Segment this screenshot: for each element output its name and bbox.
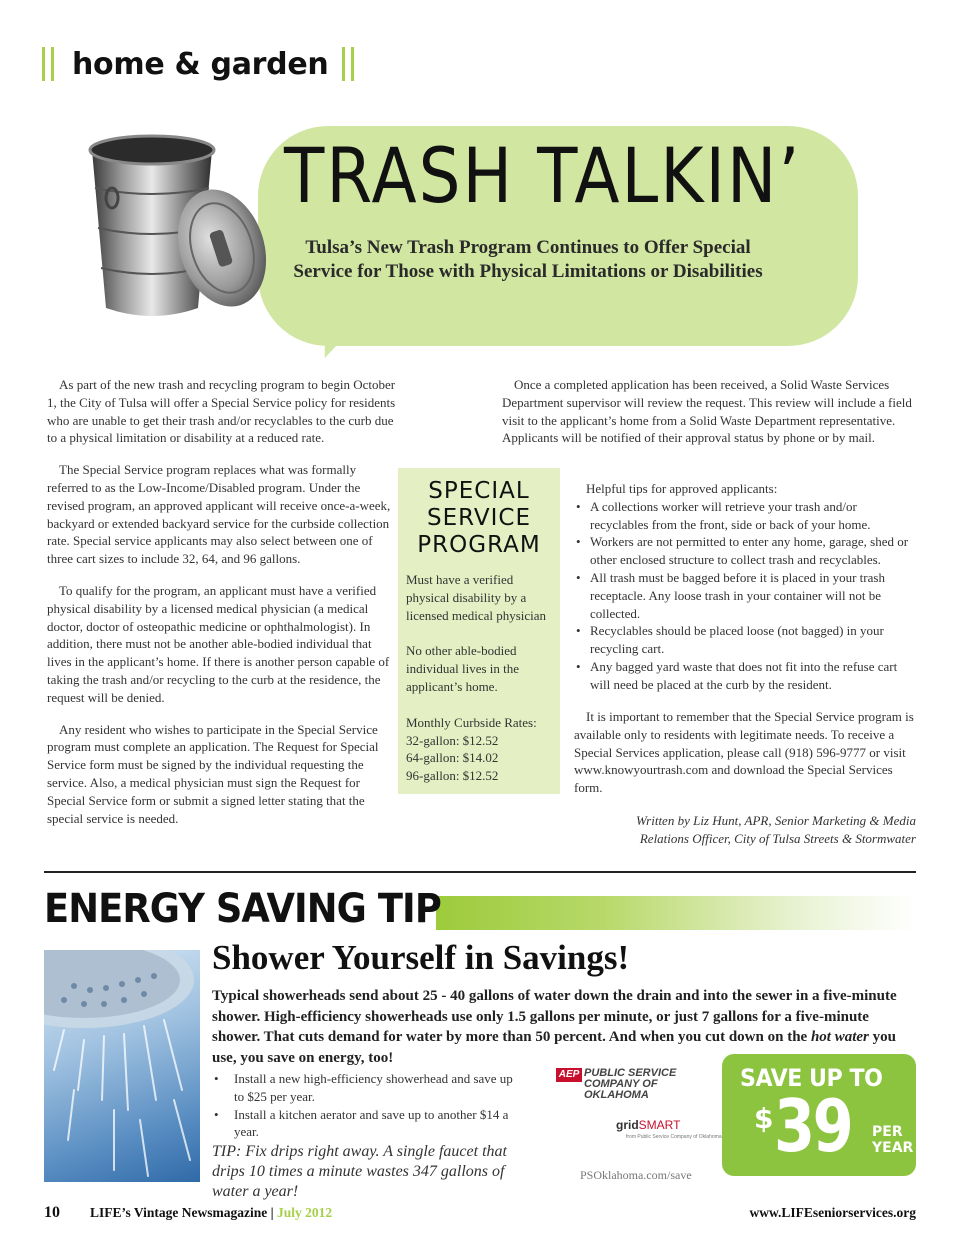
body-emphasis: hot water xyxy=(810,1029,869,1045)
body-text: Typical showerheads send about 25 - 40 gallons of water down the drain and into the sewer in a five-minute shower. High-efficiency showerheads use only 1.5 gallons per minute, or just 7 gallons for a five-minute shower. That cuts demand for water by more than 50 percent. And when you cut down on the xyxy=(212,988,897,1045)
tips-block xyxy=(574,480,914,694)
list-item: • Recyclables should be placed loose (not bagged) in your recycling cart. xyxy=(574,622,914,658)
logo-name-line: PUBLIC SERVICE xyxy=(584,1067,677,1079)
article-right-column xyxy=(502,376,914,447)
aep-logo-mark: AEP xyxy=(556,1068,582,1082)
accent-bar xyxy=(51,47,54,81)
save-per-year xyxy=(872,1124,913,1156)
gridsmart-logo-part: SMART xyxy=(638,1118,681,1132)
rate-item: 96-gallon: $12.52 xyxy=(406,768,499,784)
feature-title: TRASH TALKIN’ xyxy=(284,132,802,221)
subtitle-line: Service for Those with Physical Limitations or Disabilities xyxy=(293,261,763,282)
accent-bar xyxy=(351,47,354,81)
magazine-credit xyxy=(90,1205,332,1221)
energy-bullet-list xyxy=(214,1070,514,1141)
save-dollar-sign: $ xyxy=(754,1102,774,1135)
closing-paragraph-block xyxy=(574,708,914,797)
gridsmart-logo-part: grid xyxy=(616,1118,639,1132)
sidebar-rates xyxy=(406,714,552,785)
pso-logo xyxy=(556,1068,682,1108)
page-number: 10 xyxy=(44,1204,60,1221)
rate-item: 64-gallon: $14.02 xyxy=(406,750,499,766)
pso-url: PSOklahoma.com/save xyxy=(580,1168,692,1182)
rate-item: 32-gallon: $12.52 xyxy=(406,732,499,748)
rates-heading: Monthly Curbside Rates: xyxy=(406,714,537,730)
tips-heading: Helpful tips for approved applicants: xyxy=(586,481,778,496)
logo-name-line: OKLAHOMA xyxy=(584,1089,649,1101)
article-paragraph: To qualify for the program, an applicant must have a verified physical disability by a licensed medical physician (a medical doctor, doctor of osteopathic medicine or ophthalmologist). In addition, there must not be another able-bodied individual that lives in the applicant’s home. If there is another person capable of taking the trash and/or recycling to the curb at the residence, the request will be denied. xyxy=(47,582,390,705)
trash-can-illustration xyxy=(82,128,278,328)
shower-headline: Shower Yourself in Savings! xyxy=(212,938,630,977)
section-divider xyxy=(44,871,916,873)
body-text: you use, you save on energy, too! xyxy=(212,1029,896,1066)
subtitle-line: Tulsa’s New Trash Program Continues to Offer Special xyxy=(305,237,751,258)
green-gradient-band xyxy=(436,896,916,930)
article-paragraph: It is important to remember that the Special Service program is available only to residents with legitimate needs. To receive a Special Services application, please call (918) 596-9777 or visit www.knowyourtrash.com and download the Special Services form. xyxy=(574,709,914,796)
article-paragraph: As part of the new trash and recycling program to begin October 1, the City of Tulsa will offer a Special Service policy for residents who are unable to get their trash and/or recyclables to the curb due to a physical limitation or disability at a reduced rate. xyxy=(47,377,396,446)
footer-website: www.LIFEseniorservices.org xyxy=(749,1205,916,1220)
save-badge xyxy=(722,1054,916,1176)
gridsmart-tagline: from Public Service Company of Oklahoma xyxy=(626,1134,722,1140)
energy-tip-text: TIP: Fix drips right away. A single faucet that drips 10 times a minute wastes 347 gallons of water a year! xyxy=(212,1143,507,1200)
save-amount: 39 xyxy=(774,1084,852,1168)
sidebar-title-line: PROGRAM xyxy=(417,532,541,558)
list-item: • Install a new high-efficiency showerhead and save up to $25 per year. xyxy=(214,1070,514,1106)
sidebar-item: Must have a verified physical disability by a licensed medical physician xyxy=(406,572,547,623)
energy-tip-title: ENERGY SAVING TIP xyxy=(44,886,441,932)
pso-logo-name xyxy=(584,1068,684,1101)
logo-name-line: COMPANY OF xyxy=(584,1078,658,1090)
save-title: SAVE UP TO xyxy=(740,1064,883,1092)
magazine-name: LIFE’s Vintage Newsmagazine | xyxy=(90,1205,277,1220)
list-item: • All trash must be bagged before it is placed in your trash receptacle. Any loose trash in your container will not be collected. xyxy=(574,569,914,622)
gridsmart-logo xyxy=(616,1118,680,1132)
save-year-label: YEAR xyxy=(872,1140,914,1156)
list-item: • Any bagged yard waste that does not fit into the refuse cart will need be placed at the curb by the resident. xyxy=(574,658,914,694)
issue-date: July 2012 xyxy=(276,1205,333,1220)
section-title: home & garden xyxy=(72,46,329,82)
accent-bar xyxy=(342,47,345,81)
article-left-column xyxy=(47,376,399,827)
sidebar-title xyxy=(406,478,552,559)
special-service-sidebar xyxy=(398,468,560,794)
credit-line: Written by Liz Hunt, APR, Senior Marketing & Media xyxy=(636,813,916,828)
author-credit xyxy=(560,812,916,848)
accent-bar xyxy=(42,47,45,81)
article-paragraph: Once a completed application has been received, a Solid Waste Services Department supervisor will review the request. This review will include a field visit to the applicant’s home from a Solid Waste Department representative. Applicants will be notified of their approval status by phone or by mail. xyxy=(502,377,912,446)
showerhead-icon xyxy=(44,950,200,1182)
sidebar-item: No other able-bodied individual lives in the applicant’s home. xyxy=(406,643,520,694)
article-paragraph: Any resident who wishes to participate in the Special Service program must complete an application. The Request for Special Service form must be signed by the individual requesting the service. Also, a medical physician must sign the Request for Special Service form or submit a signed letter stating that the special service is needed. xyxy=(47,721,379,826)
sidebar-title-line: SPECIAL xyxy=(428,478,530,504)
sidebar-title-line: SERVICE xyxy=(427,505,531,531)
save-per-label: PER xyxy=(872,1124,903,1140)
tips-list xyxy=(574,498,914,694)
showerhead-photo xyxy=(44,950,200,1182)
list-item: • Install a kitchen aerator and save up to another $14 a year. xyxy=(214,1106,514,1142)
feature-subtitle xyxy=(268,236,788,284)
article-paragraph: The Special Service program replaces what was formally referred to as the Low-Income/Disabled program. Under the revised program, an approved applicant will receive once-a-week, backyard or extended backyard service for the curbside collection rate. Special service applicants may also select between one of three cart sizes to include 32, 64, and 96 gallons. xyxy=(47,462,391,567)
credit-line: Relations Officer, City of Tulsa Streets & Stormwater xyxy=(639,831,916,846)
list-item: • Workers are not permitted to enter any home, garage, shed or other enclosed structure to collect trash and recyclables. xyxy=(574,533,914,569)
section-header xyxy=(42,44,360,84)
sidebar-body xyxy=(406,571,552,785)
list-item: • A collections worker will retrieve your trash and/or recyclables from the front, side or back of your home. xyxy=(574,498,914,534)
